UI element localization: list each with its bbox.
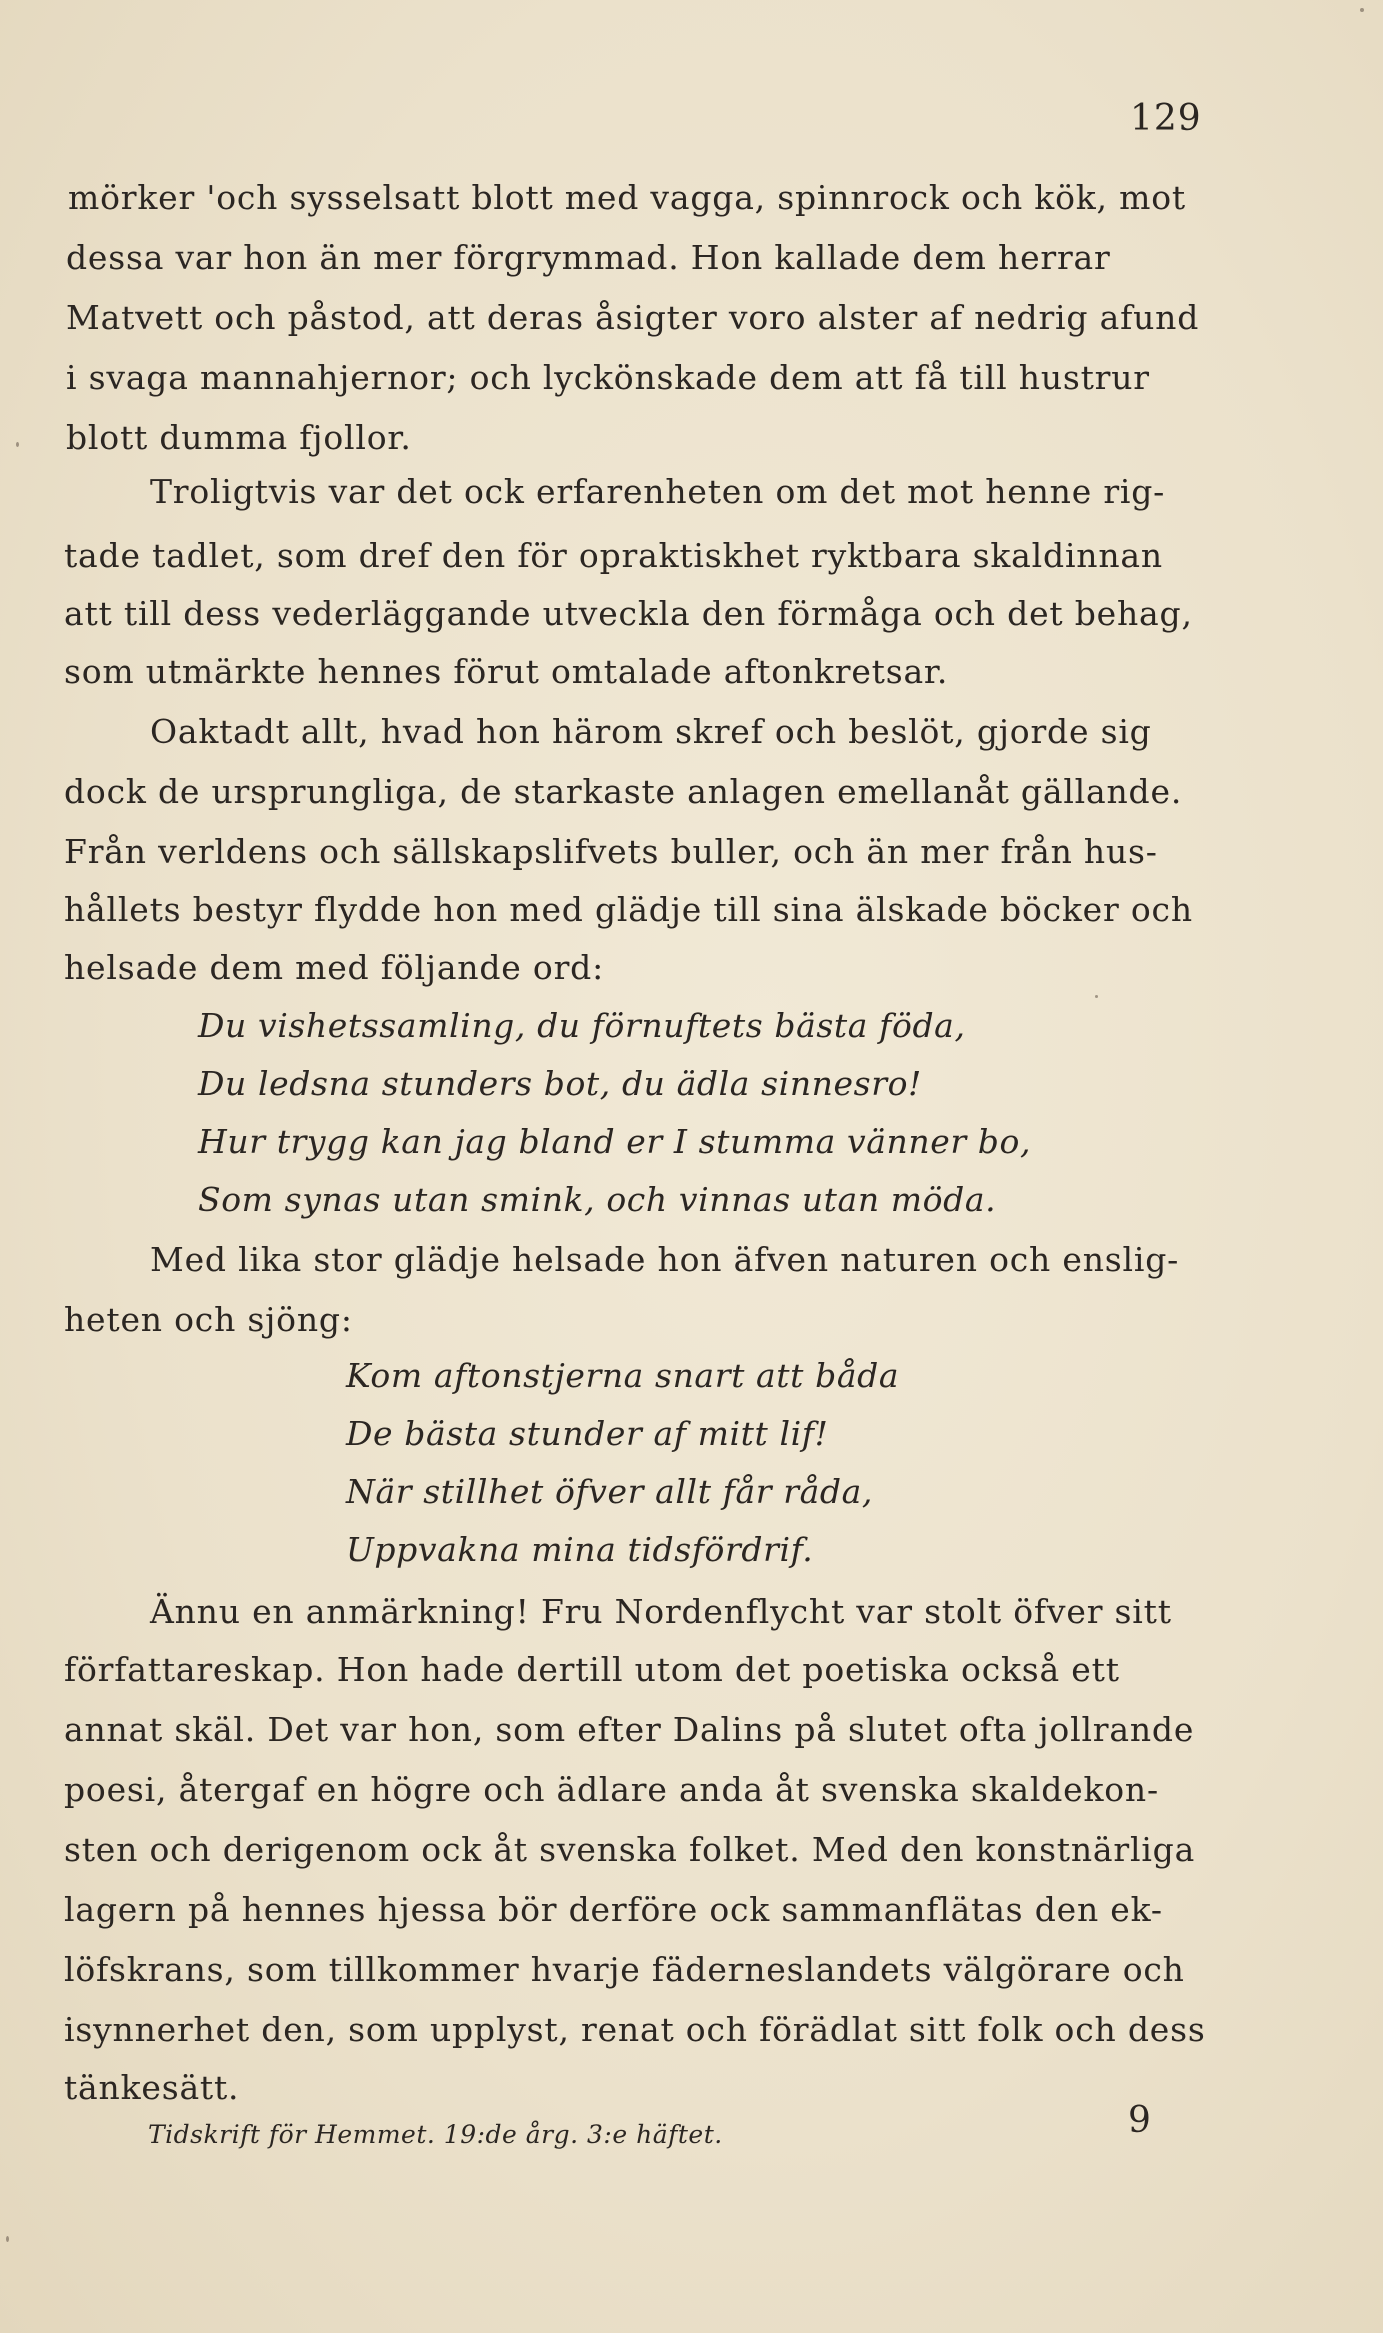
text-line: Oaktadt allt, hvad hon härom skref och beslöt, gjorde sig xyxy=(150,712,1152,751)
paper-speck xyxy=(6,2236,9,2242)
text-line: hållets bestyr flydde hon med glädje till sina älskade böcker och xyxy=(64,890,1193,929)
paper-speck xyxy=(16,442,19,447)
verse-line: Du vishetssamling, du förnuftets bästa föda, xyxy=(198,1006,966,1045)
journal-footer: Tidskrift för Hemmet. 19:de årg. 3:e häftet. xyxy=(148,2120,723,2149)
verse-line: Uppvakna mina tidsfördrif. xyxy=(346,1530,814,1569)
text-line: Matvett och påstod, att deras åsigter voro alster af nedrig afund xyxy=(66,298,1200,337)
text-line: författareskap. Hon hade dertill utom det poetiska också ett xyxy=(64,1650,1120,1689)
text-line: Med lika stor glädje helsade hon äfven naturen och enslig- xyxy=(150,1240,1180,1279)
text-line: dessa var hon än mer förgrymmad. Hon kallade dem herrar xyxy=(66,238,1111,277)
text-line: isynnerhet den, som upplyst, renat och förädlat sitt folk och dess xyxy=(64,2010,1206,2049)
text-line: tade tadlet, som dref den för opraktiskhet ryktbara skaldinnan xyxy=(64,536,1163,575)
paper-speck xyxy=(1360,8,1364,12)
verse-line: Kom aftonstjerna snart att båda xyxy=(346,1356,900,1395)
text-line: heten och sjöng: xyxy=(64,1300,353,1339)
verse-line: När stillhet öfver allt får råda, xyxy=(346,1472,873,1511)
text-line: lagern på hennes hjessa bör derföre ock sammanflätas den ek- xyxy=(64,1890,1163,1929)
verse-line: Som synas utan smink, och vinnas utan möda. xyxy=(198,1180,997,1219)
signature-mark: 9 xyxy=(1128,2100,1151,2141)
verse-line: Hur trygg kan jag bland er I stumma vänner bo, xyxy=(198,1122,1032,1161)
text-line: poesi, återgaf en högre och ädlare anda åt svenska skaldekon- xyxy=(64,1770,1159,1809)
text-line: blott dumma fjollor. xyxy=(66,418,412,457)
text-line: mörker 'och sysselsatt blott med vagga, spinnrock och kök, mot xyxy=(68,178,1186,217)
text-line: helsade dem med följande ord: xyxy=(64,948,604,987)
paper-speck xyxy=(1095,995,1098,998)
text-line: annat skäl. Det var hon, som efter Dalins på slutet ofta jollrande xyxy=(64,1710,1195,1749)
text-line: Ännu en anmärkning! Fru Nordenflycht var stolt öfver sitt xyxy=(150,1592,1172,1631)
text-line: som utmärkte hennes förut omtalade aftonkretsar. xyxy=(64,652,949,691)
text-line: i svaga mannahjernor; och lyckönskade dem att få till hustrur xyxy=(66,358,1150,397)
text-line: Troligtvis var det ock erfarenheten om det mot henne rig- xyxy=(150,472,1166,511)
text-line: tänkesätt. xyxy=(64,2068,240,2107)
text-line: dock de ursprungliga, de starkaste anlagen emellanåt gällande. xyxy=(64,772,1183,811)
verse-line: De bästa stunder af mitt lif! xyxy=(346,1414,829,1453)
text-line: löfskrans, som tillkommer hvarje fäderneslandets välgörare och xyxy=(64,1950,1185,1989)
text-line: Från verldens och sällskapslifvets buller, och än mer från hus- xyxy=(64,832,1158,871)
verse-line: Du ledsna stunders bot, du ädla sinnesro! xyxy=(198,1064,922,1103)
text-line: sten och derigenom ock åt svenska folket. Med den konstnärliga xyxy=(64,1830,1196,1869)
text-line: att till dess vederläggande utveckla den förmåga och det behag, xyxy=(64,594,1193,633)
page-number: 129 xyxy=(1130,98,1202,139)
